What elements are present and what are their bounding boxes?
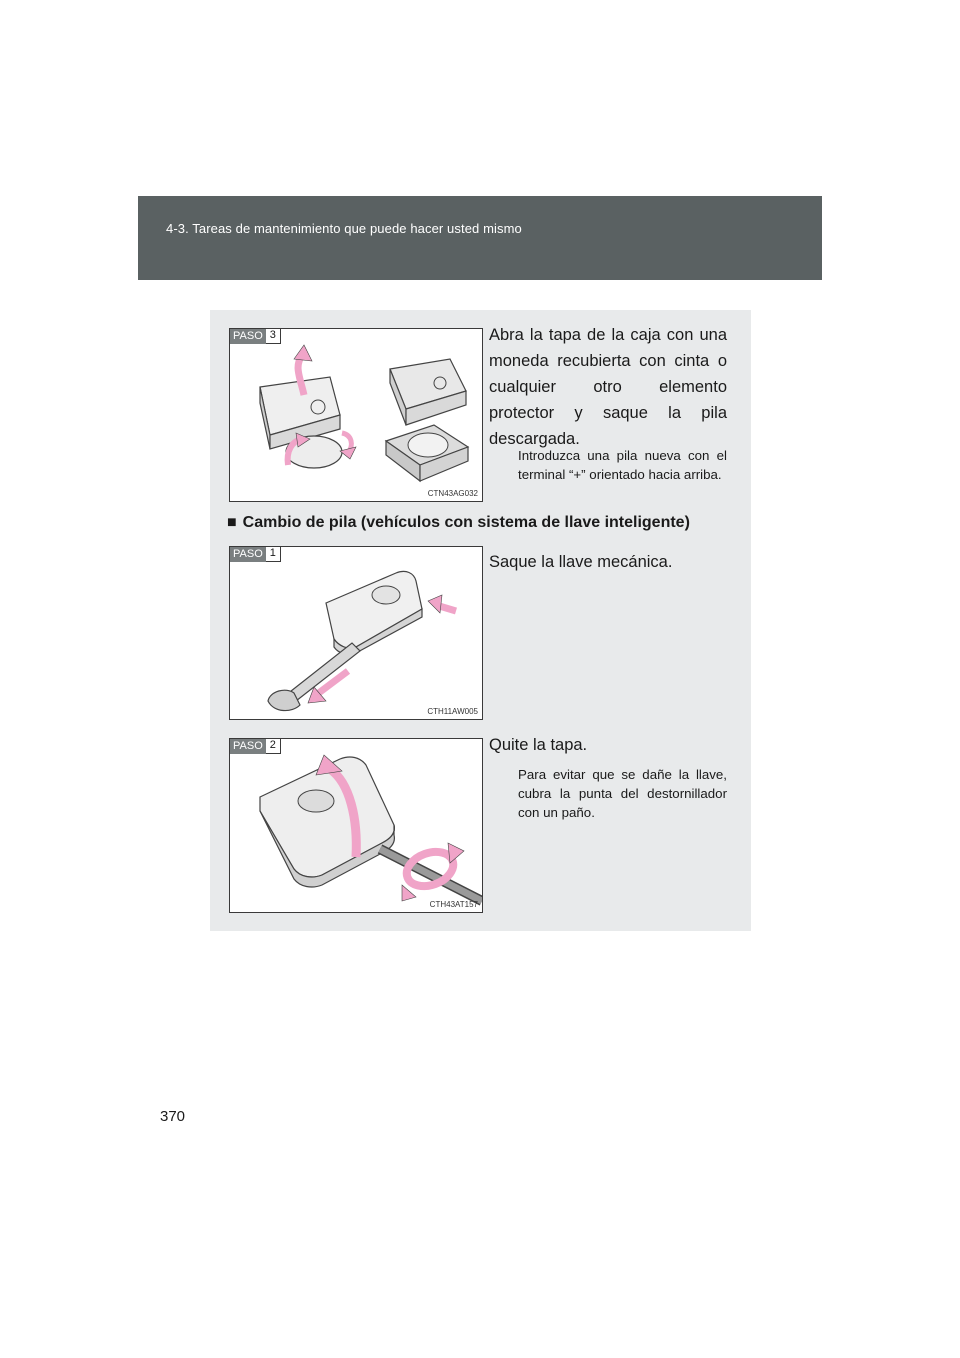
paso-label: PASO (230, 547, 266, 562)
step-2-note: Para evitar que se dañe la llave, cubra la punta del destornillador con un paño. (518, 767, 727, 820)
step-2-text: Quite la tapa. (489, 736, 588, 754)
step-1-text: Saque la llave mecánica. (489, 553, 673, 571)
square-bullet-icon: ■ (227, 514, 237, 531)
battery-case-illustration (230, 329, 483, 502)
smart-key-illustration (230, 547, 483, 720)
paso-badge (230, 739, 281, 754)
figure-paso-2 (229, 738, 483, 913)
content-panel (210, 310, 751, 931)
paso-number: 3 (266, 329, 281, 344)
section-heading (227, 514, 690, 532)
paso-label: PASO (230, 329, 266, 344)
step-3-note: Introduzca una pila nueva con el terminal “+” orientado hacia arriba. (518, 448, 727, 482)
step-3-text: Abra la tapa de la caja con una moneda recubierta con cinta o cualquier otro elemento protector y saque la pila descargada. (489, 326, 727, 448)
paso-badge (230, 547, 281, 562)
paso-label: PASO (230, 739, 266, 754)
page-number: 370 (160, 1108, 186, 1125)
paso-number: 1 (266, 547, 281, 562)
remove-cover-illustration (230, 739, 483, 913)
figure-code: CTH11AW005 (427, 707, 478, 716)
paso-badge (230, 329, 281, 344)
figure-paso-3 (229, 328, 483, 502)
page-header (138, 196, 822, 280)
figure-paso-1 (229, 546, 483, 720)
figure-code: CTN43AG032 (427, 489, 478, 498)
paso-number: 2 (266, 739, 281, 754)
section-heading-text: Cambio de pila (vehículos con sistema de llave inteligente) (242, 514, 690, 531)
figure-code: CTH43AT157 (429, 900, 478, 909)
header-title: 4-3. Tareas de mantenimiento que puede hacer usted mismo (166, 221, 522, 236)
